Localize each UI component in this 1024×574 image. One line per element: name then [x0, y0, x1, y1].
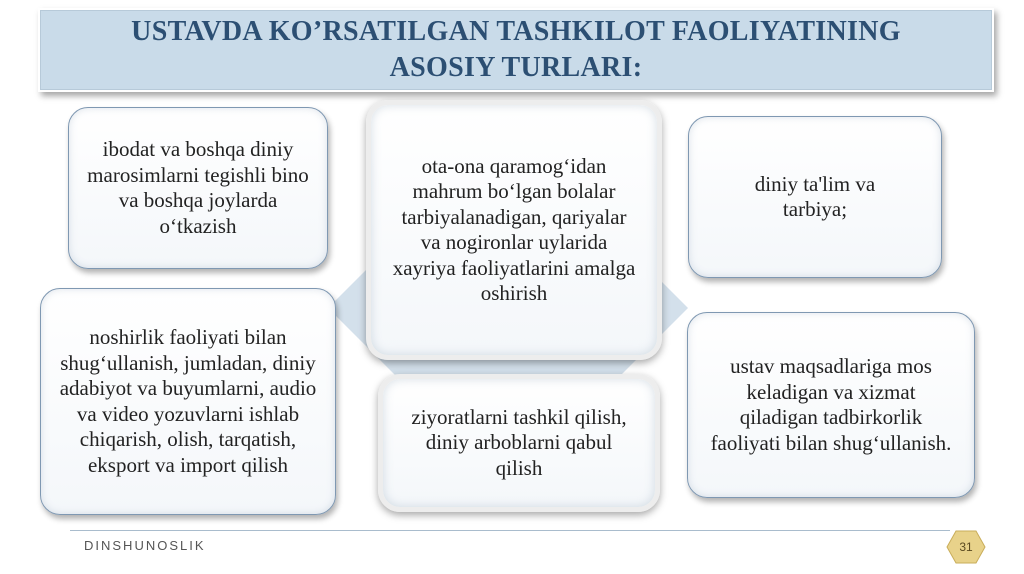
slide-title: USTAVDA KO’RSATILGAN TASHKILOT FAOLIYATINING ASOSIY TURLARI:	[131, 16, 901, 83]
activity-box-center-bottom	[378, 374, 660, 512]
activity-text: ibodat va boshqa diniy marosimlarni tegishli bino va boshqa joylarda o‘tkazish	[87, 137, 309, 238]
activity-box-bottom-left	[40, 288, 336, 515]
page-number-badge	[946, 530, 986, 564]
activity-text: ziyoratlarni tashkil qilish, diniy arboblarni qabul qilish	[411, 404, 627, 480]
activity-box-center-top	[366, 100, 662, 360]
page-number: 31	[959, 540, 973, 554]
footer-divider	[70, 530, 950, 531]
activity-text: ustav maqsadlariga mos keladigan va xizmat qiladigan tadbirkorlik faoliyati bilan shug‘ullanish.	[710, 354, 952, 455]
activity-box-top-right	[688, 116, 942, 278]
footer-label: DINSHUNOSLIK	[84, 538, 206, 553]
activity-text: ota-ona qaramog‘idan mahrum bo‘lgan bolalar tarbiyalanadigan, qariyalar va nogironlar uylarida xayriya faoliyatlarini amalga oshirish	[392, 153, 636, 305]
activity-box-bottom-right	[687, 312, 975, 498]
activity-text: noshirlik faoliyati bilan shug‘ullanish, jumladan, diniy adabiyot va buyumlarni, audio va video yozuvlarni ishlab chiqarish, olish, tarqatish, eksport va import qilish	[59, 325, 317, 477]
activity-text: diniy ta'lim va tarbiya;	[754, 171, 876, 221]
activity-box-top-left	[68, 107, 328, 269]
title-banner	[38, 8, 994, 92]
